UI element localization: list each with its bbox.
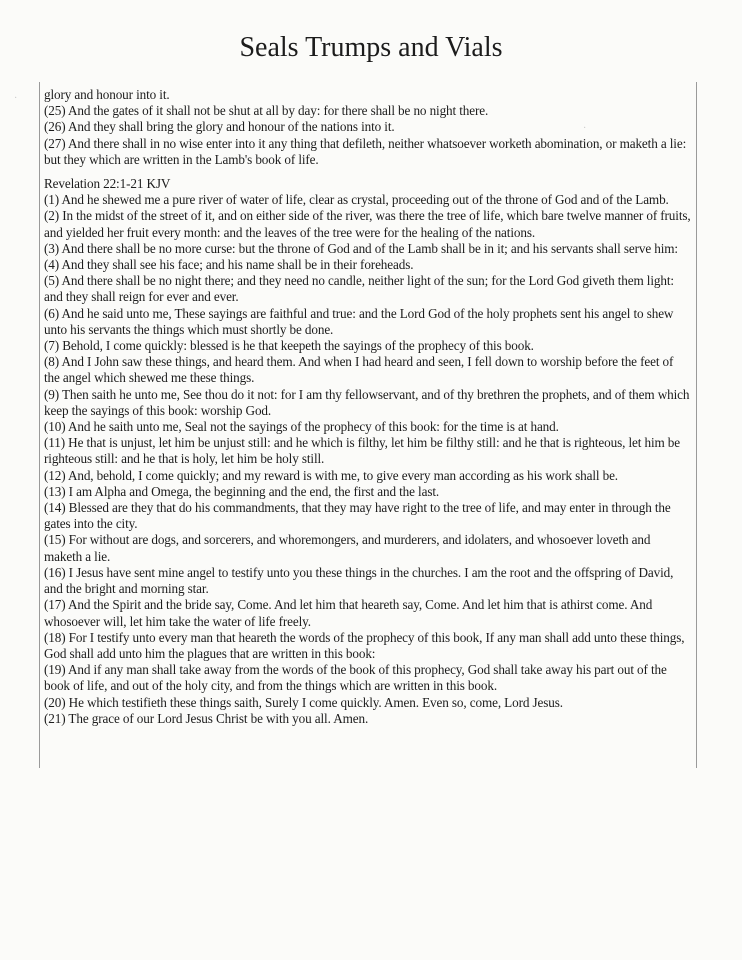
verse-line: (18) For I testify unto every man that heareth the words of the prophecy of this book, If any man shall add unto these things, God shall add unto him the plagues that are written in this book: — [44, 629, 685, 661]
verse-line: (19) And if any man shall take away from the words of the book of this prophecy, God shall take away his part out of the book of life, and out of the holy city, and from the things which are written in this book. — [44, 662, 667, 694]
verse-line: (4) And they shall see his face; and his name shall be in their foreheads. — [44, 257, 414, 273]
verse-line: (25) And the gates of it shall not be shut at all by day: for there shall be no night there. — [44, 103, 489, 119]
scripture-text — [44, 87, 691, 727]
verse-line: (1) And he shewed me a pure river of water of life, clear as crystal, proceeding out of the throne of God and of the Lamb. — [44, 192, 669, 208]
verse-line: (3) And there shall be no more curse: but the throne of God and of the Lamb shall be in it; and his servants shall serve him: — [44, 240, 678, 256]
passage-reference: Revelation 22:1-21 KJV — [44, 176, 171, 192]
verse-line: (2) In the midst of the street of it, and on either side of the river, was there the tree of life, which bare twelve manner of fruits, and yielded her fruit every month: and the leaves of the tree were for the healing of the nations. — [44, 208, 691, 240]
verse-line: (10) And he saith unto me, Seal not the sayings of the prophecy of this book: for the time is at hand. — [44, 419, 559, 435]
verse-line: (15) For without are dogs, and sorcerers, and whoremongers, and murderers, and idolaters, and whosoever loveth and maketh a lie. — [44, 532, 651, 564]
scan-speck: · — [14, 93, 18, 104]
verse-line: (8) And I John saw these things, and heard them. And when I had heard and seen, I fell down to worship before the feet of the angel which shewed me these things. — [44, 354, 674, 386]
chapter-21-continuation — [44, 87, 691, 168]
scan-speck: · — [583, 123, 587, 134]
verse-line: (6) And he said unto me, These sayings are faithful and true: and the Lord God of the holy prophets sent his angel to shew unto his servants the things which must shortly be done. — [44, 305, 674, 337]
verse-line: (27) And there shall in no wise enter into it any thing that defileth, neither whatsoever worketh abomination, or maketh a lie: but they which are written in the Lamb's book of life. — [44, 135, 687, 167]
verse-line: (17) And the Spirit and the bride say, Come. And let him that heareth say, Come. And let him that is athirst come. And whosoever will, let him take the water of life freely. — [44, 597, 653, 629]
page-title: Seals Trumps and Vials — [239, 32, 503, 63]
verse-line: (5) And there shall be no night there; and they need no candle, neither light of the sun; for the Lord God giveth them light: and they shall reign for ever and ever. — [44, 273, 674, 305]
verse-line: (21) The grace of our Lord Jesus Christ be with you all. Amen. — [44, 710, 369, 726]
verse-line: (20) He which testifieth these things saith, Surely I come quickly. Amen. Even so, come, Lord Jesus. — [44, 694, 563, 710]
verse-line: (16) I Jesus have sent mine angel to testify unto you these things in the churches. I am the root and the offspring of David, and the bright and morning star. — [44, 564, 674, 597]
block-gap — [44, 168, 691, 176]
verse-line: glory and honour into it. — [44, 87, 170, 102]
verse-line: (11) He that is unjust, let him be unjust still: and he which is filthy, let him be filthy still: and he that is righteous, let him be righteous still: and he that is holy, let him be holy still. — [44, 435, 681, 467]
verse-line: (14) Blessed are they that do his commandments, that they may have right to the tree of life, and may enter in through the gates into the city. — [44, 500, 671, 532]
verse-line: (12) And, behold, I come quickly; and my reward is with me, to give every man according as his work shall be. — [44, 467, 618, 483]
verse-line: (9) Then saith he unto me, See thou do it not: for I am thy fellowservant, and of thy brethren the prophets, and of them which keep the sayings of this book: worship God. — [44, 386, 690, 418]
verse-line: (7) Behold, I come quickly: blessed is he that keepeth the sayings of the prophecy of this book. — [44, 338, 534, 354]
verse-line: (13) I am Alpha and Omega, the beginning and the end, the first and the last. — [44, 483, 440, 499]
chapter-22-verses — [44, 192, 691, 727]
verse-line: (26) And they shall bring the glory and honour of the nations into it. — [44, 119, 395, 135]
